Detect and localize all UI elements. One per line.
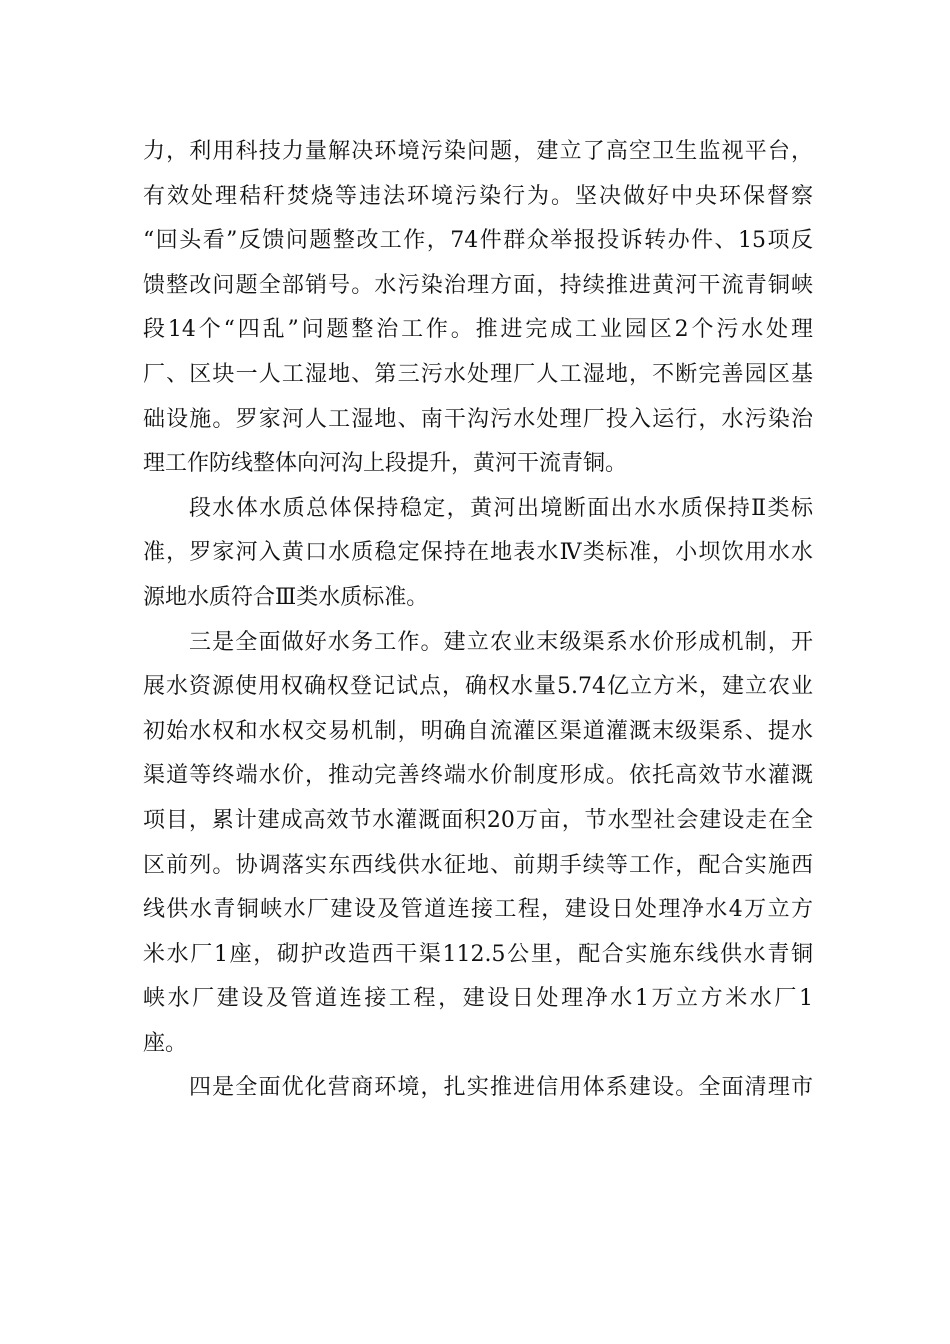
text-line: 渠道等终端水价，推动完善终端水价制度形成。依托高效节水灌溉: [143, 763, 813, 789]
paragraph-4: [143, 1066, 813, 1111]
text-line: 米水厂1座，砌护改造西干渠112.5公里，配合实施东线供水青铜: [143, 941, 813, 967]
text-line: 项目，累计建成高效节水灌溉面积20万亩，节水型社会建设走在全: [143, 807, 813, 833]
text-line: 馈整改问题全部销号。水污染治理方面，持续推进黄河干流青铜峡: [143, 272, 813, 298]
paragraph-3: [143, 621, 813, 1067]
paragraph-2: [143, 487, 813, 621]
text-line: 初始水权和水权交易机制，明确自流灌区渠道灌溉末级渠系、提水: [143, 718, 813, 744]
text-line: 有效处理秸秆焚烧等违法环境污染行为。坚决做好中央环保督察: [143, 183, 813, 209]
text-line: 峡水厂建设及管道连接工程，建设日处理净水1万立方米水厂1: [143, 986, 813, 1012]
text-line: 准，罗家河入黄口水质稳定保持在地表水Ⅳ类标准，小坝饮用水水: [143, 540, 813, 566]
text-line: 段14个“四乱”问题整治工作。推进完成工业园区2个污水处理: [143, 317, 813, 343]
text-line: 三是全面做好水务工作。建立农业末级渠系水价形成机制，开: [189, 629, 813, 655]
text-line: 段水体水质总体保持稳定，黄河出境断面出水水质保持Ⅱ类标: [189, 495, 813, 521]
text-line: 线供水青铜峡水厂建设及管道连接工程，建设日处理净水4万立方: [143, 897, 813, 923]
text-line: 四是全面优化营商环境，扎实推进信用体系建设。全面清理市: [189, 1075, 813, 1101]
text-line: 理工作防线整体向河沟上段提升，黄河干流青铜。: [143, 451, 628, 477]
text-line: 厂、区块一人工湿地、第三污水处理厂人工湿地，不断完善园区基: [143, 361, 813, 387]
text-line: 展水资源使用权确权登记试点，确权水量5.74亿立方米，建立农业: [143, 674, 813, 700]
text-line: 区前列。协调落实东西线供水征地、前期手续等工作，配合实施西: [143, 852, 813, 878]
document-body: [143, 130, 813, 1111]
text-line: 础设施。罗家河人工湿地、南干沟污水处理厂投入运行，水污染治: [143, 406, 813, 432]
text-line: 力，利用科技力量解决环境污染问题，建立了高空卫生监视平台，: [143, 139, 813, 164]
paragraph-1: [143, 130, 813, 487]
text-line: “回头看”反馈问题整改工作，74件群众举报投诉转办件、15项反: [143, 228, 813, 254]
text-line: 座。: [143, 1030, 188, 1056]
text-line: 源地水质符合Ⅲ类水质标准。: [143, 584, 429, 610]
